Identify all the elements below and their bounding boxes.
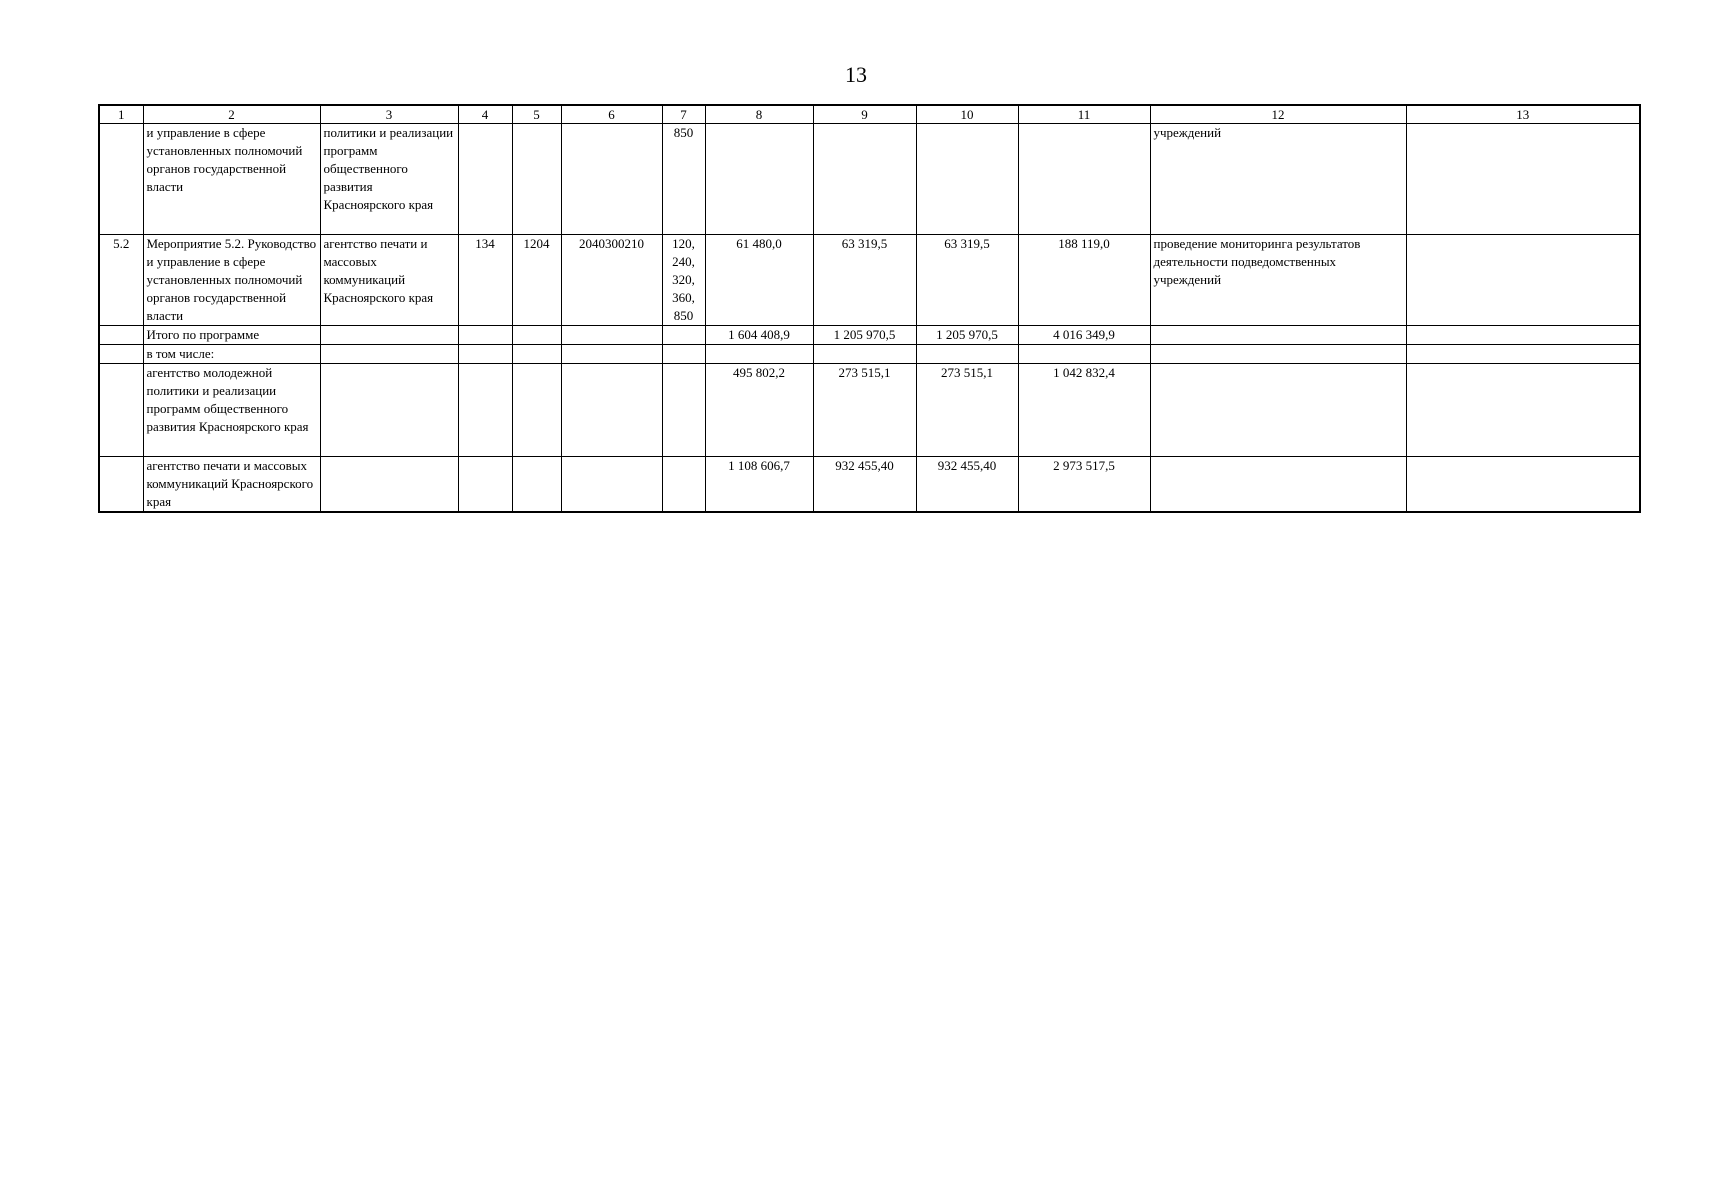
table-cell [1150,363,1406,456]
table-cell [561,456,662,511]
table-cell: 932 455,40 [916,456,1018,511]
page-number: 13 [845,62,867,87]
table-cell [561,124,662,235]
table-cell: и управление в сфере установленных полномочий органов государственной власти [143,124,320,235]
table-cell [813,344,916,363]
table-row [99,456,1640,511]
table-cell: 850 [662,124,705,235]
table-cell: 5.2 [99,235,143,326]
table-cell [99,456,143,511]
table-cell [458,363,512,456]
table-row [99,124,1640,235]
table-cell [512,456,561,511]
table-cell: 134 [458,235,512,326]
table-cell: политики и реализации программ общественного развития Красноярского края [320,124,458,235]
table-cell [662,326,705,345]
budget-table [98,104,1641,513]
table-cell: 1 205 970,5 [813,326,916,345]
table-cell [99,124,143,235]
table-cell [1150,344,1406,363]
table-cell: 932 455,40 [813,456,916,511]
table-cell: 2040300210 [561,235,662,326]
table-cell [705,124,813,235]
table-cell: агентство печати и массовых коммуникаций Красноярского края [143,456,320,511]
table-cell: агентство молодежной политики и реализации программ общественного развития Красноярского края [143,363,320,456]
table-cell [1406,456,1640,511]
table-cell [320,344,458,363]
table-cell [512,344,561,363]
table-cell: 1 042 832,4 [1018,363,1150,456]
table-cell: 495 802,2 [705,363,813,456]
table-cell [561,344,662,363]
column-header: 12 [1150,105,1406,124]
table-cell: 1 604 408,9 [705,326,813,345]
table-cell [1018,344,1150,363]
table-cell [561,326,662,345]
column-header: 5 [512,105,561,124]
table-cell: 1 108 606,7 [705,456,813,511]
table-cell [99,326,143,345]
table-cell [1406,363,1640,456]
header-row [99,105,1640,124]
column-header: 7 [662,105,705,124]
table-cell: Мероприятие 5.2. Руководство и управление в сфере установленных полномочий органов государственной власти [143,235,320,326]
table-cell [813,124,916,235]
table-cell [512,326,561,345]
table-cell [1406,344,1640,363]
column-header: 13 [1406,105,1640,124]
table-cell [458,344,512,363]
table-row [99,326,1640,345]
table-cell [1406,124,1640,235]
table-cell: 2 973 517,5 [1018,456,1150,511]
table-cell: 273 515,1 [916,363,1018,456]
column-header: 2 [143,105,320,124]
table-cell: 273 515,1 [813,363,916,456]
table-row [99,344,1640,363]
table-cell [1406,235,1640,326]
column-header: 9 [813,105,916,124]
table-cell [561,363,662,456]
table-cell [1150,326,1406,345]
table-cell [916,124,1018,235]
table-cell [662,344,705,363]
table-cell: агентство печати и массовых коммуникаций Красноярского края [320,235,458,326]
column-header: 4 [458,105,512,124]
table-cell [512,124,561,235]
table-cell [662,363,705,456]
table-cell [1406,326,1640,345]
table-cell [458,456,512,511]
table-cell: 63 319,5 [813,235,916,326]
table-cell [458,124,512,235]
table-cell: 120, 240, 320, 360, 850 [662,235,705,326]
table-cell [705,344,813,363]
table-cell: Итого по программе [143,326,320,345]
column-header: 6 [561,105,662,124]
table-cell: 1 205 970,5 [916,326,1018,345]
table-cell: 1204 [512,235,561,326]
column-header: 3 [320,105,458,124]
table-cell [1150,456,1406,511]
table-cell: 63 319,5 [916,235,1018,326]
column-header: 10 [916,105,1018,124]
table-cell [320,363,458,456]
table-cell: учреждений [1150,124,1406,235]
table-cell: 188 119,0 [1018,235,1150,326]
table-row [99,235,1640,326]
table-cell [99,363,143,456]
table-cell: проведение мониторинга результатов деятельности подведомственных учреждений [1150,235,1406,326]
table-cell: 61 480,0 [705,235,813,326]
table-cell [320,456,458,511]
table-cell [512,363,561,456]
column-header: 8 [705,105,813,124]
table-cell: 4 016 349,9 [1018,326,1150,345]
table-cell: в том числе: [143,344,320,363]
table-cell [662,456,705,511]
table-cell [458,326,512,345]
table-cell [916,344,1018,363]
table-cell [99,344,143,363]
table-row [99,363,1640,456]
column-header: 11 [1018,105,1150,124]
table-cell [320,326,458,345]
table-cell [1018,124,1150,235]
column-header: 1 [99,105,143,124]
